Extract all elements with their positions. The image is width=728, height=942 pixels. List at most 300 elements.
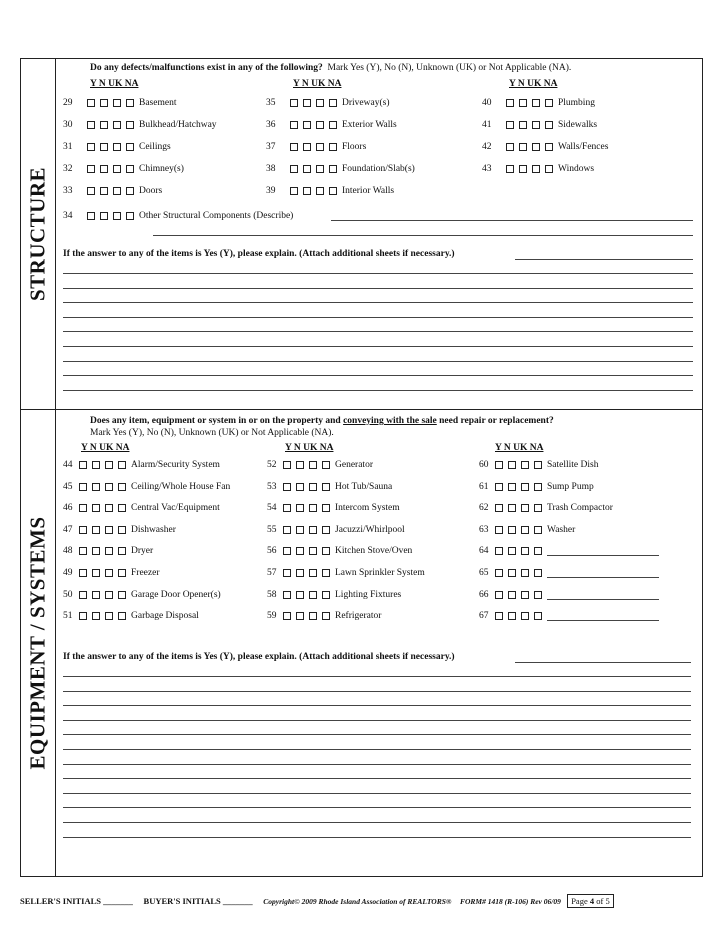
checkbox-na[interactable]: [118, 483, 126, 491]
explain-line[interactable]: [63, 302, 693, 303]
copyright: Copyright© 2009 Rhode Island Association of REALTORS®: [263, 897, 452, 906]
checkbox-n[interactable]: [100, 165, 108, 173]
checkbox-uk[interactable]: [309, 461, 317, 469]
checkbox-n[interactable]: [296, 504, 304, 512]
checkbox-uk[interactable]: [105, 591, 113, 599]
item-number: 38: [266, 164, 276, 174]
checkbox-na[interactable]: [118, 461, 126, 469]
checkbox-uk[interactable]: [113, 187, 121, 195]
checkbox-na[interactable]: [118, 504, 126, 512]
item-number: 63: [479, 524, 489, 535]
checkbox-y[interactable]: [79, 461, 87, 469]
item-number: 29: [63, 98, 73, 108]
item-number: 31: [63, 142, 73, 152]
checkbox-uk[interactable]: [105, 483, 113, 491]
item-number: 40: [482, 98, 492, 108]
structure-row-other: [63, 211, 293, 221]
structure-explain: [63, 249, 455, 259]
checkbox-y[interactable]: [283, 547, 291, 555]
explain-line[interactable]: [63, 317, 693, 318]
item-label: Plumbing: [558, 98, 595, 108]
checkbox-uk[interactable]: [316, 99, 324, 107]
checkbox-na[interactable]: [545, 165, 553, 173]
checkbox-uk[interactable]: [521, 526, 529, 534]
checkbox-na[interactable]: [118, 569, 126, 577]
equipment-question-pre: Does any item, equipment or system in or on the property and: [90, 416, 344, 426]
item-row-61: [479, 482, 594, 492]
checkbox-uk[interactable]: [316, 143, 324, 151]
equipment-explain: [63, 652, 455, 662]
item-row-29: [63, 98, 176, 108]
item-row-42: [482, 142, 608, 152]
explain-line[interactable]: [63, 734, 691, 735]
item-row-49: [63, 568, 159, 578]
checkbox-y[interactable]: [506, 99, 514, 107]
checkbox-y[interactable]: [87, 165, 95, 173]
checkbox-n[interactable]: [508, 591, 516, 599]
item-row-62: [479, 503, 613, 513]
equipment-side-label: EQUIPMENT / SYSTEMS: [25, 516, 50, 770]
checkbox-y[interactable]: [87, 212, 95, 220]
item-number: 44: [63, 460, 73, 470]
checkbox-n[interactable]: [508, 461, 516, 469]
item-number: 54: [267, 503, 277, 514]
item-label: Ceiling/Whole House Fan: [131, 481, 231, 492]
item-label: Lawn Sprinkler System: [335, 568, 425, 578]
checkbox-uk[interactable]: [105, 461, 113, 469]
checkbox-na[interactable]: [322, 569, 330, 577]
checkbox-uk[interactable]: [309, 483, 317, 491]
item-label: Satellite Dish: [547, 460, 599, 470]
item-number: 43: [482, 164, 492, 174]
checkbox-y[interactable]: [283, 591, 291, 599]
structure-question: [90, 62, 571, 74]
checkbox-y[interactable]: [79, 612, 87, 620]
checkbox-uk[interactable]: [105, 569, 113, 577]
equipment-question-text: [90, 416, 554, 426]
other-describe-line-2[interactable]: [153, 235, 693, 236]
checkbox-y[interactable]: [283, 612, 291, 620]
checkbox-y[interactable]: [79, 569, 87, 577]
item-label: Floors: [342, 142, 367, 152]
equipment-side-panel: [21, 410, 56, 876]
checkbox-y[interactable]: [495, 526, 503, 534]
item-label: Garage Door Opener(s): [131, 589, 221, 600]
checkbox-uk[interactable]: [113, 121, 121, 129]
checkbox-na[interactable]: [118, 547, 126, 555]
item-row-45: [63, 482, 230, 492]
checkbox-uk[interactable]: [113, 212, 121, 220]
checkbox-na[interactable]: [118, 526, 126, 534]
item-label: Garbage Disposal: [131, 611, 199, 622]
checkbox-uk[interactable]: [113, 99, 121, 107]
item-number: 41: [482, 120, 492, 130]
item-row-55: [267, 525, 405, 535]
item-number: 45: [63, 481, 73, 492]
form-number: FORM# 1418 (R-106) Rev 06/09: [459, 897, 561, 906]
checkbox-y[interactable]: [506, 143, 514, 151]
checkbox-na[interactable]: [118, 591, 126, 599]
structure-explain-inline-line[interactable]: [515, 259, 693, 260]
explain-line[interactable]: [63, 822, 691, 823]
item-label: Generator: [335, 460, 373, 470]
equipment-content: [63, 410, 702, 876]
checkbox-y[interactable]: [87, 143, 95, 151]
checkbox-na[interactable]: [126, 212, 134, 220]
checkbox-n[interactable]: [519, 99, 527, 107]
checkbox-n[interactable]: [92, 569, 100, 577]
item-label: Refrigerator: [335, 611, 382, 622]
item-row-58: [267, 590, 401, 600]
checkbox-y[interactable]: [283, 504, 291, 512]
checkbox-uk[interactable]: [532, 121, 540, 129]
item-row-36: [266, 120, 397, 130]
item-number: 35: [266, 98, 276, 108]
checkbox-na[interactable]: [534, 569, 542, 577]
checkbox-y[interactable]: [290, 143, 298, 151]
checkbox-na[interactable]: [322, 483, 330, 491]
structure-content: [63, 59, 702, 409]
checkbox-uk[interactable]: [105, 547, 113, 555]
checkbox-n[interactable]: [303, 99, 311, 107]
checkbox-na[interactable]: [126, 121, 134, 129]
footer: [20, 894, 701, 908]
checkbox-y[interactable]: [495, 612, 503, 620]
item-number: 64: [479, 546, 489, 557]
item-row-60: [479, 460, 598, 470]
explain-line[interactable]: [63, 346, 693, 347]
checkbox-uk[interactable]: [309, 591, 317, 599]
item-label: Freezer: [131, 568, 160, 578]
explain-line[interactable]: [63, 288, 693, 289]
checkbox-n[interactable]: [296, 526, 304, 534]
checkbox-na[interactable]: [322, 526, 330, 534]
structure-side-panel: [21, 59, 56, 409]
checkbox-na[interactable]: [329, 99, 337, 107]
checkbox-n[interactable]: [508, 569, 516, 577]
checkbox-na[interactable]: [118, 612, 126, 620]
checkbox-uk[interactable]: [309, 504, 317, 512]
checkbox-y[interactable]: [283, 461, 291, 469]
explain-line[interactable]: [63, 375, 693, 376]
blank-item-line[interactable]: [547, 546, 659, 556]
checkbox-y[interactable]: [79, 504, 87, 512]
checkbox-n[interactable]: [303, 143, 311, 151]
buyers-initials[interactable]: BUYER'S INITIALS _______: [143, 896, 253, 906]
equipment-explain-inline-line[interactable]: [515, 662, 691, 663]
explain-line[interactable]: [63, 749, 691, 750]
checkbox-y[interactable]: [87, 99, 95, 107]
page-post: of 5: [594, 896, 610, 906]
checkbox-n[interactable]: [508, 483, 516, 491]
checkbox-n[interactable]: [508, 547, 516, 555]
item-row-37: [266, 142, 366, 152]
checkbox-y[interactable]: [290, 165, 298, 173]
item-row-39: [266, 186, 394, 196]
explain-line[interactable]: [63, 361, 693, 362]
blank-item-line[interactable]: [547, 568, 659, 578]
checkbox-uk[interactable]: [105, 526, 113, 534]
equipment-col-header-2: Y N UK NA: [285, 443, 334, 453]
explain-line[interactable]: [63, 273, 693, 274]
item-number: 32: [63, 164, 73, 174]
checkbox-na[interactable]: [534, 461, 542, 469]
checkbox-n[interactable]: [296, 569, 304, 577]
item-row-41: [482, 120, 597, 130]
item-number: 61: [479, 481, 489, 492]
explain-line[interactable]: [63, 807, 691, 808]
checkbox-y[interactable]: [495, 504, 503, 512]
explain-line[interactable]: [63, 778, 691, 779]
checkbox-na[interactable]: [534, 526, 542, 534]
equipment-section: [21, 410, 702, 876]
checkbox-n[interactable]: [508, 612, 516, 620]
checkbox-n[interactable]: [296, 547, 304, 555]
explain-line[interactable]: [63, 764, 691, 765]
checkbox-n[interactable]: [92, 504, 100, 512]
checkbox-na[interactable]: [329, 143, 337, 151]
structure-col-header-1: Y N UK NA: [90, 79, 139, 89]
checkbox-na[interactable]: [322, 591, 330, 599]
checkbox-y[interactable]: [506, 121, 514, 129]
checkbox-uk[interactable]: [316, 121, 324, 129]
checkbox-uk[interactable]: [532, 143, 540, 151]
item-number: 34: [63, 211, 73, 221]
checkbox-y[interactable]: [283, 569, 291, 577]
checkbox-uk[interactable]: [521, 483, 529, 491]
checkbox-n[interactable]: [100, 121, 108, 129]
structure-side-label: STRUCTURE: [25, 166, 50, 302]
checkbox-uk[interactable]: [532, 165, 540, 173]
checkbox-y[interactable]: [290, 99, 298, 107]
checkbox-uk[interactable]: [113, 165, 121, 173]
item-number: 59: [267, 611, 277, 622]
structure-col-header-2: Y N UK NA: [293, 79, 342, 89]
checkbox-n[interactable]: [100, 99, 108, 107]
item-row-44: [63, 460, 220, 470]
checkbox-na[interactable]: [545, 143, 553, 151]
item-row-32: [63, 164, 184, 174]
checkbox-uk[interactable]: [521, 504, 529, 512]
checkbox-n[interactable]: [508, 504, 516, 512]
item-label: Ceilings: [139, 142, 171, 152]
checkbox-n[interactable]: [92, 461, 100, 469]
checkbox-na[interactable]: [322, 612, 330, 620]
checkbox-na[interactable]: [126, 99, 134, 107]
checkbox-na[interactable]: [534, 483, 542, 491]
checkbox-uk[interactable]: [521, 461, 529, 469]
item-row-59: [267, 611, 381, 621]
checkbox-uk[interactable]: [113, 143, 121, 151]
checkbox-uk[interactable]: [521, 591, 529, 599]
explain-line[interactable]: [63, 676, 691, 677]
item-number: 42: [482, 142, 492, 152]
item-label: Sidewalks: [558, 120, 598, 130]
item-label: Exterior Walls: [342, 120, 397, 130]
item-row-35: [266, 98, 389, 108]
item-row-47: [63, 525, 176, 535]
item-number: 56: [267, 546, 277, 557]
checkbox-n[interactable]: [303, 121, 311, 129]
item-row-53: [267, 482, 392, 492]
checkbox-uk[interactable]: [309, 526, 317, 534]
item-label: Hot Tub/Sauna: [335, 481, 393, 492]
item-label: Intercom System: [335, 503, 400, 514]
checkbox-y[interactable]: [79, 526, 87, 534]
explain-line[interactable]: [63, 691, 691, 692]
item-label: Lighting Fixtures: [335, 589, 402, 600]
checkbox-na[interactable]: [329, 121, 337, 129]
checkbox-na[interactable]: [545, 99, 553, 107]
checkbox-y[interactable]: [495, 461, 503, 469]
checkbox-na[interactable]: [534, 504, 542, 512]
explain-line[interactable]: [63, 837, 691, 838]
checkbox-uk[interactable]: [532, 99, 540, 107]
checkbox-uk[interactable]: [309, 569, 317, 577]
item-number: 65: [479, 568, 489, 578]
sellers-initials[interactable]: SELLER'S INITIALS _______: [20, 896, 133, 906]
item-row-38: [266, 164, 415, 174]
checkbox-n[interactable]: [100, 212, 108, 220]
item-row-57: [267, 568, 425, 578]
checkbox-uk[interactable]: [316, 165, 324, 173]
checkbox-y[interactable]: [506, 165, 514, 173]
equipment-mark-text: Mark Yes (Y), No (N), Unknown (UK) or Not Applicable (NA).: [90, 428, 334, 438]
item-number: 48: [63, 546, 73, 557]
other-describe-line-1[interactable]: [331, 220, 693, 221]
checkbox-n[interactable]: [508, 526, 516, 534]
item-row-52: [267, 460, 373, 470]
checkbox-y[interactable]: [283, 526, 291, 534]
page-number: 4: [589, 896, 595, 906]
checkbox-y[interactable]: [283, 483, 291, 491]
checkbox-na[interactable]: [322, 504, 330, 512]
checkbox-n[interactable]: [519, 165, 527, 173]
checkbox-uk[interactable]: [309, 547, 317, 555]
checkbox-na[interactable]: [534, 612, 542, 620]
item-number: 49: [63, 568, 73, 578]
equipment-explain-text: If the answer to any of the items is Yes (Y), please explain. (Attach additional sheets if necessary.): [63, 652, 455, 662]
item-label: Bulkhead/Hatchway: [139, 120, 217, 130]
explain-line[interactable]: [63, 331, 693, 332]
checkbox-n[interactable]: [296, 461, 304, 469]
checkbox-na[interactable]: [534, 591, 542, 599]
item-row-65: [479, 568, 659, 578]
item-label: Other Structural Components (Describe): [139, 211, 294, 221]
item-row-54: [267, 503, 400, 513]
checkbox-n[interactable]: [296, 483, 304, 491]
checkbox-uk[interactable]: [521, 547, 529, 555]
checkbox-uk[interactable]: [521, 569, 529, 577]
blank-item-line[interactable]: [547, 611, 659, 621]
item-label: Chimney(s): [139, 164, 184, 174]
item-number: 67: [479, 611, 489, 622]
explain-line[interactable]: [63, 720, 691, 721]
equipment-question: [90, 415, 554, 439]
item-label: Windows: [558, 164, 595, 174]
checkbox-y[interactable]: [87, 121, 95, 129]
checkbox-na[interactable]: [329, 165, 337, 173]
page-pre: Page: [571, 896, 590, 906]
checkbox-na[interactable]: [126, 187, 134, 195]
checkbox-uk[interactable]: [521, 612, 529, 620]
item-label: Alarm/Security System: [131, 460, 220, 470]
item-number: 30: [63, 120, 73, 130]
item-label: Sump Pump: [547, 481, 594, 492]
item-row-63: [479, 525, 575, 535]
checkbox-n[interactable]: [100, 187, 108, 195]
checkbox-na[interactable]: [534, 547, 542, 555]
checkbox-n[interactable]: [519, 143, 527, 151]
page-indicator: [567, 894, 614, 908]
checkbox-n[interactable]: [92, 591, 100, 599]
equipment-question-underlined: conveying with the sale: [343, 416, 437, 426]
item-label: Kitchen Stove/Oven: [335, 546, 413, 557]
checkbox-n[interactable]: [296, 612, 304, 620]
checkbox-na[interactable]: [545, 121, 553, 129]
checkbox-na[interactable]: [126, 143, 134, 151]
checkbox-y[interactable]: [495, 569, 503, 577]
blank-item-line[interactable]: [547, 590, 659, 600]
explain-line[interactable]: [63, 793, 691, 794]
item-number: 51: [63, 611, 73, 622]
item-number: 50: [63, 589, 73, 600]
checkbox-n[interactable]: [92, 612, 100, 620]
checkbox-y[interactable]: [290, 121, 298, 129]
item-row-31: [63, 142, 171, 152]
explain-line[interactable]: [63, 705, 691, 706]
item-label: Trash Compactor: [547, 503, 613, 514]
checkbox-n[interactable]: [303, 165, 311, 173]
item-row-48: [63, 546, 153, 556]
item-number: 53: [267, 481, 277, 492]
checkbox-n[interactable]: [92, 526, 100, 534]
checkbox-y[interactable]: [290, 187, 298, 195]
checkbox-na[interactable]: [322, 461, 330, 469]
checkbox-y[interactable]: [495, 483, 503, 491]
checkbox-uk[interactable]: [105, 612, 113, 620]
item-label: Washer: [547, 524, 576, 535]
checkbox-y[interactable]: [495, 591, 503, 599]
item-row-50: [63, 590, 221, 600]
item-row-51: [63, 611, 199, 621]
item-row-66: [479, 590, 659, 600]
item-number: 33: [63, 186, 73, 196]
checkbox-uk[interactable]: [105, 504, 113, 512]
checkbox-y[interactable]: [79, 591, 87, 599]
checkbox-uk[interactable]: [316, 187, 324, 195]
checkbox-na[interactable]: [126, 165, 134, 173]
checkbox-n[interactable]: [296, 591, 304, 599]
checkbox-n[interactable]: [303, 187, 311, 195]
item-row-43: [482, 164, 594, 174]
equipment-col-header-1: Y N UK NA: [81, 443, 130, 453]
checkbox-y[interactable]: [495, 547, 503, 555]
checkbox-n[interactable]: [92, 483, 100, 491]
structure-mark-text: Mark Yes (Y), No (N), Unknown (UK) or Not Applicable (NA).: [327, 63, 572, 73]
checkbox-n[interactable]: [92, 547, 100, 555]
checkbox-n[interactable]: [519, 121, 527, 129]
explain-line[interactable]: [63, 390, 693, 391]
checkbox-y[interactable]: [79, 547, 87, 555]
checkbox-na[interactable]: [329, 187, 337, 195]
checkbox-na[interactable]: [322, 547, 330, 555]
checkbox-y[interactable]: [87, 187, 95, 195]
checkbox-y[interactable]: [79, 483, 87, 491]
form-frame: [20, 58, 703, 877]
checkbox-n[interactable]: [100, 143, 108, 151]
checkbox-uk[interactable]: [309, 612, 317, 620]
